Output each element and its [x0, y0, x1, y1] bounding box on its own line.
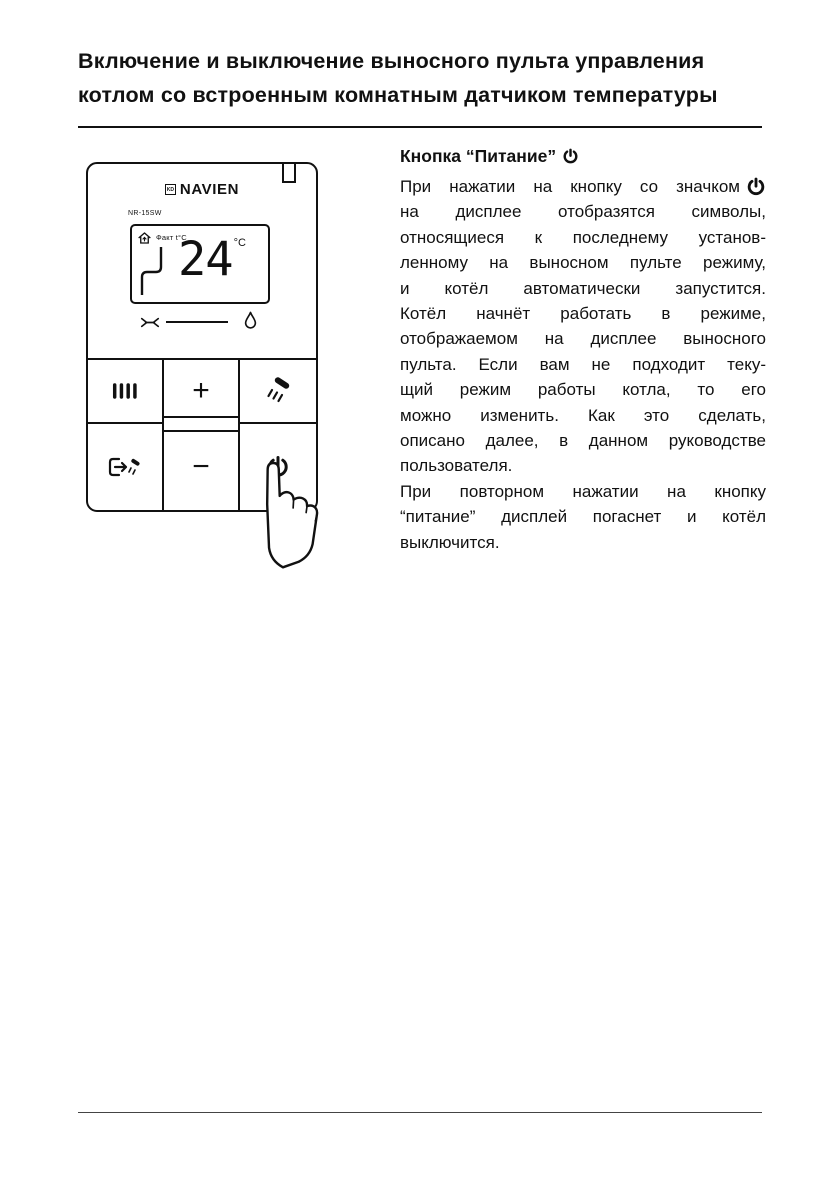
- description-column: [400, 146, 766, 555]
- brand-name: NAVIEN: [179, 181, 240, 198]
- exit-dhw-button: [88, 424, 164, 510]
- power-icon: [746, 177, 766, 197]
- dhw-mode-button: [240, 360, 316, 424]
- temperature-unit: °C: [233, 237, 246, 249]
- minus-label: −: [192, 450, 210, 483]
- footer-rule: [78, 1112, 762, 1113]
- lcd-mode-label: Факт t°C: [156, 233, 187, 242]
- power-icon: [562, 148, 579, 165]
- section-heading: [400, 146, 766, 167]
- paragraph-line: на дисплее отобразятся символы,: [400, 202, 766, 222]
- brand-mark-icon: KD: [165, 184, 176, 195]
- paragraph-line: ленному на выносном пульте режиму,: [400, 253, 766, 273]
- flame-icon: [244, 311, 257, 329]
- temperature-value: 24: [178, 232, 233, 287]
- paragraph-line: щий режим работы котла, то его: [400, 380, 766, 400]
- temp-down-button: [164, 424, 240, 510]
- paragraph-line: и котёл автоматически запустится.: [400, 278, 766, 298]
- temperature-readout: [178, 234, 246, 286]
- paragraph-line: относящиеся к последнему установ-: [400, 227, 766, 247]
- brand-logo: [88, 181, 316, 198]
- page-title-line2: котлом со встроенным комнатным датчиком температуры: [78, 83, 718, 107]
- house-arrow-icon: [137, 231, 152, 245]
- wrench-icon: [140, 317, 160, 328]
- paragraph-line: Котёл начнёт работать в режиме,: [400, 304, 766, 324]
- paragraph-line: можно изменить. Как это сделать,: [400, 405, 766, 425]
- shower-icon: [265, 379, 291, 403]
- exit-shower-icon: [107, 456, 143, 478]
- plus-label: +: [192, 374, 210, 407]
- paragraph-line: При повторном нажатии на кнопку: [400, 481, 766, 501]
- heating-mode-button: [88, 360, 164, 424]
- paragraph-line: “питание” дисплей погаснет и котёл: [400, 507, 766, 527]
- heating-pipe-graphic: [135, 247, 165, 297]
- paragraph-line: выключится.: [400, 532, 500, 552]
- temp-up-button: [164, 360, 240, 424]
- section-heading-text: Кнопка “Питание”: [400, 146, 557, 166]
- status-bar-line: [166, 321, 228, 323]
- mount-clip: [282, 164, 296, 183]
- page-title-line1: Включение и выключение выносного пульта управления: [78, 49, 705, 73]
- rocker-band: [162, 416, 240, 432]
- radiator-icon: [112, 381, 138, 401]
- paragraph-line: пользователя.: [400, 456, 513, 476]
- paragraph-line: отображаемом на дисплее выносного: [400, 329, 766, 349]
- paragraph-line: описано далее, в данном руководстве: [400, 431, 766, 451]
- paragraph-line: пульта. Если вам не подходит теку-: [400, 354, 766, 374]
- paragraph-line: При нажатии на кнопку со значком: [400, 174, 766, 199]
- lcd-display: [130, 224, 270, 304]
- pointing-hand: [244, 456, 346, 572]
- model-label: NR-15SW: [128, 210, 162, 217]
- page-title: [78, 44, 762, 128]
- remote-controller-illustration: [86, 162, 318, 512]
